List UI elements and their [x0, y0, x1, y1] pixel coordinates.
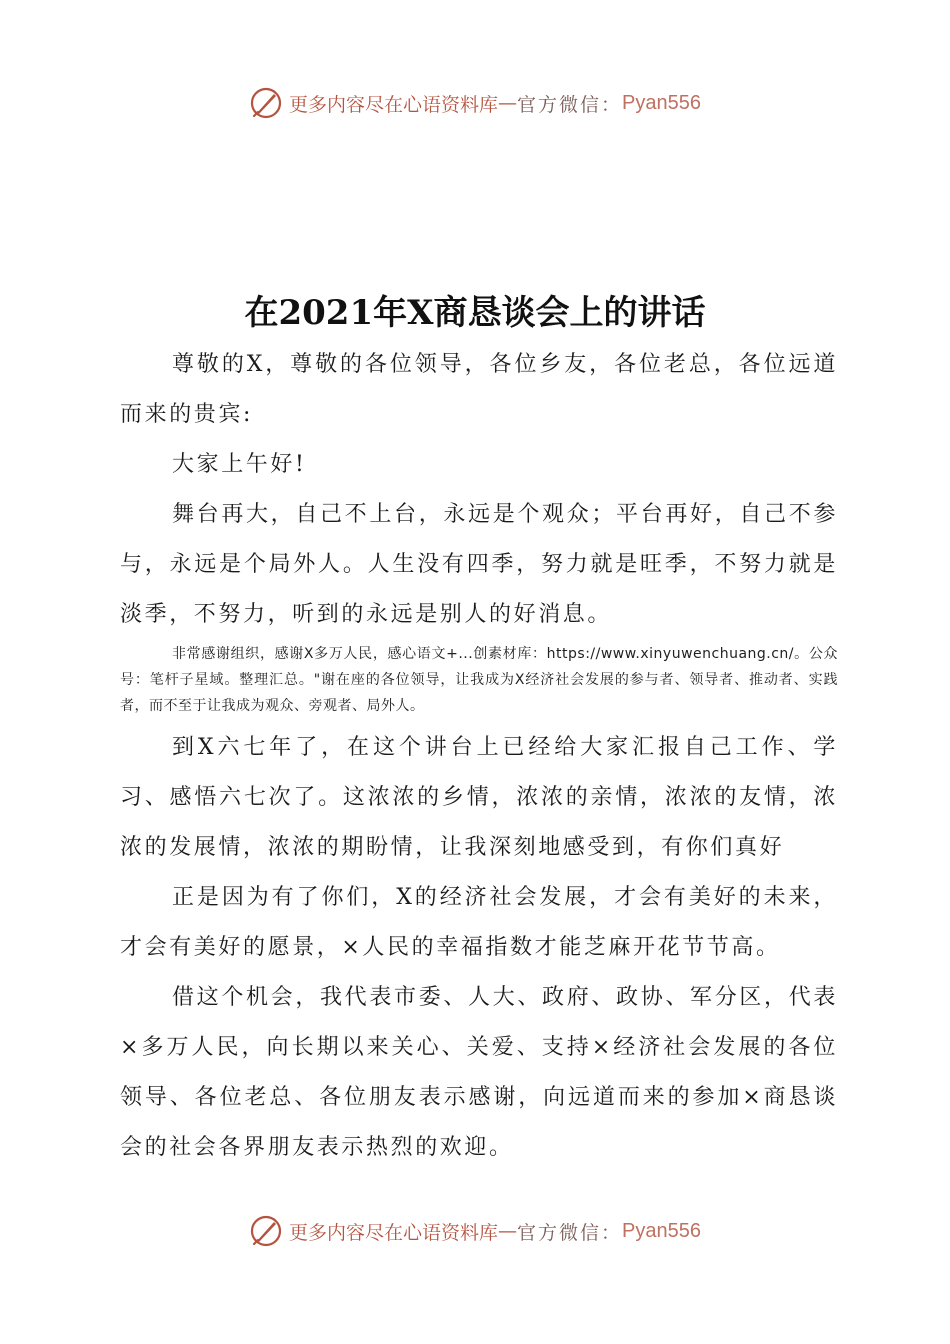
banner-dash: —	[498, 1220, 518, 1242]
banner-dash: —	[498, 92, 518, 114]
banner-wechat-id: Pyan556	[622, 1219, 701, 1242]
document-body	[120, 340, 838, 1173]
banner-wechat-label: 官方微信：	[517, 93, 623, 116]
banner-wechat-label: 官方微信：	[517, 1221, 623, 1244]
paragraph-small-note: 非常感谢组织，感谢X多万人民，感心语文+...创素材库：https://www.xinyuwenchuang.cn/。公众号：笔杆子星域。整理汇总。"谢在座的各位领导，让我成为X经济社会发展的参与者、领导者、推动者、实践者，而不至于让我成为观众、旁观者、局外人。	[120, 646, 838, 714]
paragraph-greeting: 大家上午好!	[172, 452, 307, 477]
header-banner	[0, 83, 950, 123]
paragraph-stage: 舞台再大，自己不上台，永远是个观众；平台再好，自己不参与，永远是个局外人。人生没有四季，努力就是旺季，不努力就是淡季，不努力，听到的永远是别人的好消息。	[120, 502, 838, 627]
paragraph-years: 到X六七年了，在这个讲台上已经给大家汇报自己工作、学习、感悟六七次了。这浓浓的乡情，浓浓的亲情，浓浓的友情，浓浓的发展情，浓浓的期盼情，让我深刻地感受到，有你们真好	[120, 735, 838, 860]
quill-logo-icon	[249, 86, 283, 120]
document-title: 在2021年X商恳谈会上的讲话	[244, 292, 706, 333]
footer-banner	[0, 1211, 950, 1251]
paragraph-thanks: 借这个机会，我代表市委、人大、政府、政协、军分区，代表×多万人民，向长期以来关心、关爱、支持×经济社会发展的各位领导、各位老总、各位朋友表示感谢，向远道而来的参加×商恳谈会的社会各界朋友表示热烈的欢迎。	[120, 985, 838, 1160]
banner-main-text: 更多内容尽在心语资料库	[289, 1221, 499, 1244]
banner-main-text: 更多内容尽在心语资料库	[289, 93, 499, 116]
quill-logo-icon	[249, 1214, 283, 1248]
banner-wechat-id: Pyan556	[622, 91, 701, 114]
paragraph-future: 正是因为有了你们，X的经济社会发展，才会有美好的未来，才会有美好的愿景，×人民的幸福指数才能芝麻开花节节高。	[120, 885, 838, 960]
paragraph-salutation: 尊敬的X，尊敬的各位领导，各位乡友，各位老总，各位远道而来的贵宾:	[120, 352, 838, 427]
